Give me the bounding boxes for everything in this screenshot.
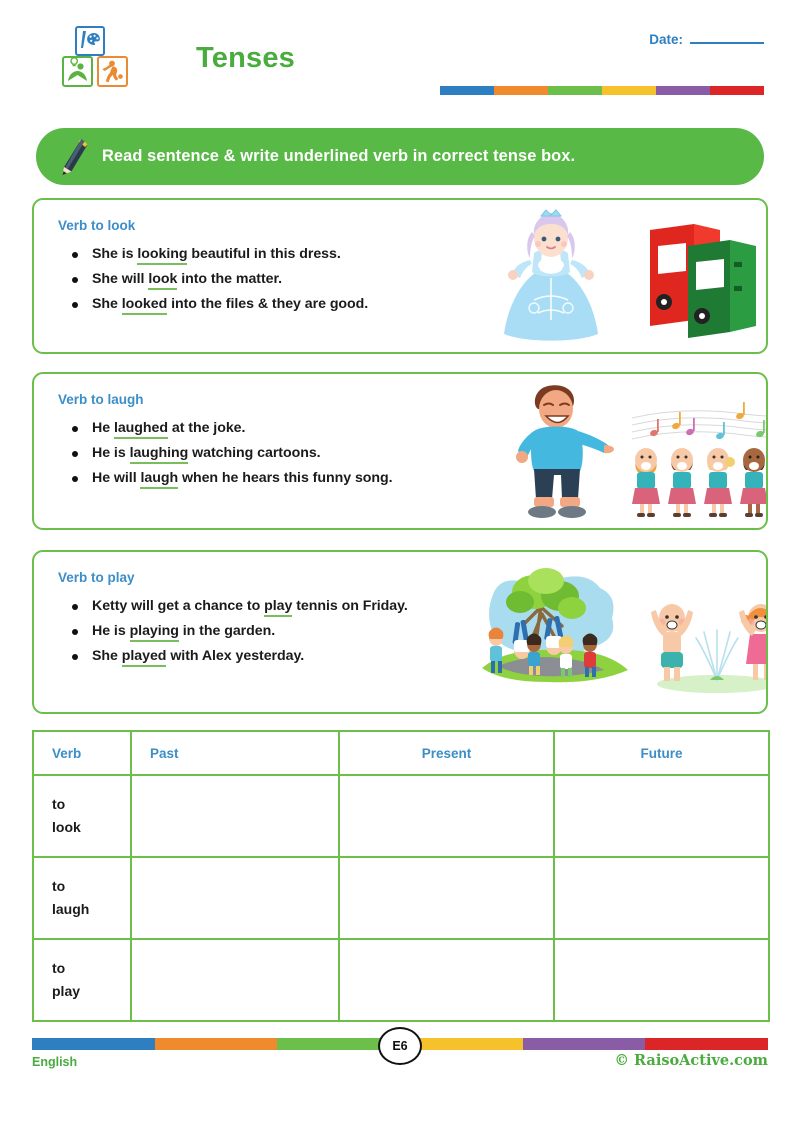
date-blank-line[interactable] <box>690 42 764 44</box>
sentence-item <box>70 648 408 664</box>
sentence-item <box>70 445 393 461</box>
palette-icon <box>75 26 105 56</box>
sentence-item <box>70 271 368 287</box>
boy-figure <box>651 604 693 681</box>
sentence-item <box>70 598 408 614</box>
choir-child <box>632 448 660 517</box>
table-header-future: Future <box>554 731 769 775</box>
header-colorbar <box>440 86 764 95</box>
pencil-icon <box>58 137 92 177</box>
verb-line-1: to <box>52 795 66 812</box>
sentence-before: She <box>92 296 122 312</box>
exercise-box-look <box>32 198 768 354</box>
page-title: Tenses <box>196 42 295 74</box>
exercise-heading: Verb to look <box>58 218 136 233</box>
tense-table <box>32 730 770 1022</box>
sentence-item <box>70 296 368 312</box>
colorbar-segment-blue <box>440 86 494 95</box>
verb-line-2: laugh <box>52 901 90 917</box>
running-child-icon-glyph <box>99 58 126 85</box>
table-cell-present-blank[interactable] <box>339 857 554 939</box>
exercise-box-play <box>32 550 768 714</box>
colorbar-segment-orange <box>494 86 548 95</box>
table-cell-verb <box>33 857 131 939</box>
running-child-icon <box>97 56 128 87</box>
sentence-after: when he hears this funny song. <box>178 470 393 486</box>
verb-line-2: play <box>52 983 81 999</box>
underlined-verb: play <box>264 598 292 617</box>
exercise-heading: Verb to laugh <box>58 392 144 407</box>
date-field[interactable] <box>649 32 764 47</box>
table-cell-verb <box>33 775 131 857</box>
sentence-item <box>70 623 408 639</box>
kids-under-tree-illustration <box>476 562 636 702</box>
sentence-item <box>70 470 393 486</box>
table-header-row <box>33 731 769 775</box>
instruction-banner <box>36 128 764 185</box>
sentence-after: tennis on Friday. <box>292 598 408 614</box>
instruction-text: Read sentence & write underlined verb in correct tense box. <box>102 147 576 165</box>
kids-sprinkler-illustration <box>642 572 768 697</box>
logo-icon-row <box>62 56 128 87</box>
table-cell-future-blank[interactable] <box>554 939 769 1021</box>
sentence-after: into the files & they are good. <box>167 296 369 312</box>
footer-colorbar-segment-purple <box>523 1038 646 1050</box>
table-cell-present-blank[interactable] <box>339 775 554 857</box>
page-code-badge: E6 <box>378 1027 422 1065</box>
sentence-before: He is <box>92 623 130 639</box>
ring-binders-illustration <box>634 216 764 341</box>
date-label: Date: <box>649 32 683 47</box>
sentence-before: She is <box>92 246 138 262</box>
footer-colorbar-segment-orange <box>155 1038 278 1050</box>
table-cell-future-blank[interactable] <box>554 775 769 857</box>
colorbar-segment-red <box>710 86 764 95</box>
sentence-after: at the joke. <box>167 420 246 436</box>
table-cell-present-blank[interactable] <box>339 939 554 1021</box>
palette-icon-glyph <box>77 28 103 54</box>
sentence-before: Ketty will get a chance to <box>92 598 265 614</box>
student-idea-icon <box>62 56 93 87</box>
table-header-present: Present <box>339 731 554 775</box>
sentence-after: with Alex yesterday. <box>166 648 305 664</box>
table-row <box>33 775 769 857</box>
underlined-verb: playing <box>130 623 179 642</box>
underlined-verb: played <box>122 648 167 667</box>
choir-child <box>668 448 696 517</box>
verb-line-1: to <box>52 959 66 976</box>
table-cell-verb <box>33 939 131 1021</box>
sentence-before: She will <box>92 271 149 287</box>
choir-child <box>704 448 735 517</box>
underlined-verb: looking <box>137 246 187 265</box>
sentence-after: watching cartoons. <box>188 445 321 461</box>
sentence-after: beautiful in this dress. <box>187 246 341 262</box>
table-cell-past-blank[interactable] <box>131 939 339 1021</box>
exercise-box-laugh <box>32 372 768 530</box>
sentence-before: He <box>92 420 114 436</box>
underlined-verb: laugh <box>140 470 178 489</box>
colorbar-segment-yellow <box>602 86 656 95</box>
underlined-verb: laughing <box>130 445 189 464</box>
footer-copyright: © RaisoActive.com <box>614 1052 768 1069</box>
sentence-after: into the matter. <box>177 271 283 287</box>
sentence-before: He will <box>92 470 141 486</box>
verb-line-1: to <box>52 877 66 894</box>
sentence-list <box>70 598 408 673</box>
table-header-past: Past <box>131 731 339 775</box>
colorbar-segment-purple <box>656 86 710 95</box>
sentence-item <box>70 246 368 262</box>
colorbar-segment-green <box>548 86 602 95</box>
underlined-verb: laughed <box>114 420 168 439</box>
footer-colorbar-segment-blue <box>32 1038 155 1050</box>
verb-line-2: look <box>52 819 81 835</box>
exercise-heading: Verb to play <box>58 570 135 585</box>
footer-subject: English <box>32 1055 78 1069</box>
brand-logo <box>62 26 182 96</box>
girl-figure <box>739 604 768 680</box>
table-row <box>33 857 769 939</box>
underlined-verb: look <box>148 271 177 290</box>
sentence-after: in the garden. <box>178 623 276 639</box>
sentence-before: He is <box>92 445 130 461</box>
table-cell-past-blank[interactable] <box>131 775 339 857</box>
sentence-list <box>70 420 393 495</box>
table-cell-past-blank[interactable] <box>131 857 339 939</box>
table-cell-future-blank[interactable] <box>554 857 769 939</box>
ice-princess-illustration <box>486 208 616 353</box>
choir-child <box>740 448 768 517</box>
footer-colorbar-segment-red <box>645 1038 768 1050</box>
sentence-before: She <box>92 648 122 664</box>
laughing-boy-illustration <box>504 379 614 524</box>
sentence-item <box>70 420 393 436</box>
table-header-verb: Verb <box>33 731 131 775</box>
student-idea-icon-glyph <box>64 58 91 85</box>
sentence-list <box>70 246 368 321</box>
table-row <box>33 939 769 1021</box>
underlined-verb: looked <box>122 296 167 315</box>
children-choir-illustration <box>624 392 768 520</box>
